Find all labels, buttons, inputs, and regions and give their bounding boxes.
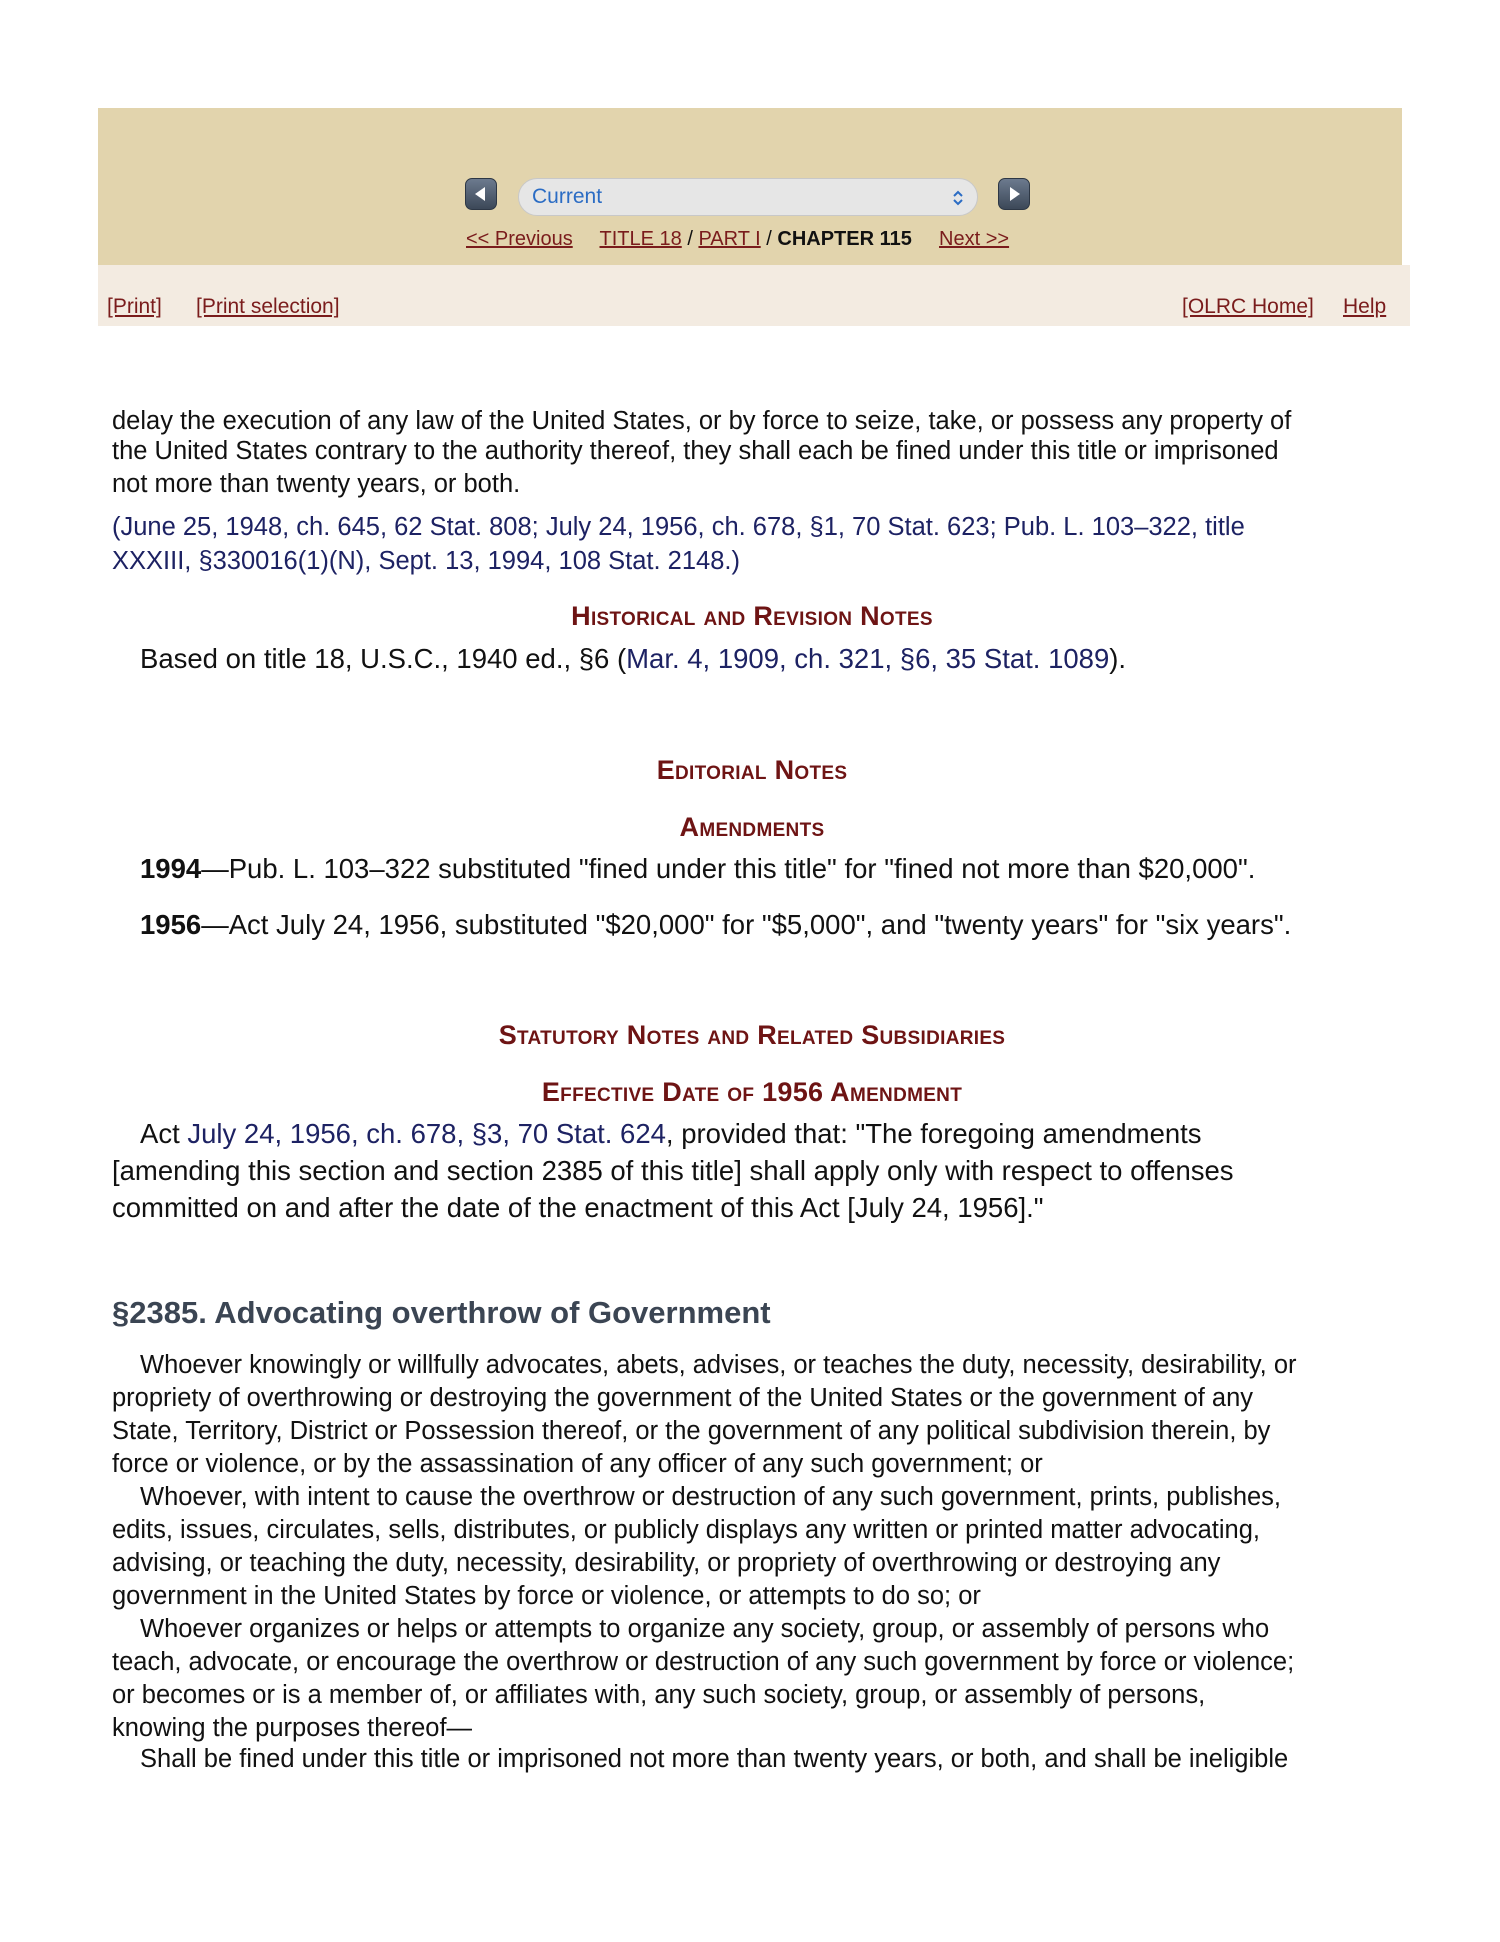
next-link[interactable]: Next >>: [939, 228, 1010, 250]
olrc-home-link[interactable]: [OLRC Home]: [1182, 295, 1314, 318]
historical-notes-heading: Historical and Revision Notes: [571, 601, 933, 631]
section-text-line: government in the United States by force or violence, or attempts to do so; or: [112, 1582, 981, 1610]
breadcrumb-chapter: CHAPTER 115: [777, 228, 912, 250]
amendment-text: —Act July 24, 1956, substituted "$20,000" for "$5,000", and "twenty years" for "six years".: [201, 909, 1292, 940]
breadcrumb-separator: /: [766, 228, 772, 250]
citation-link[interactable]: July 24, 1956, ch. 678, §1, 70 Stat. 623: [545, 513, 990, 541]
text: , provided that: "The foregoing amendments: [665, 1118, 1202, 1149]
section-text-line: or becomes or is a member of, or affiliates with, any such society, group, or assembly of persons,: [112, 1681, 1206, 1709]
version-select-value: Current: [532, 185, 603, 208]
breadcrumb-separator: /: [687, 228, 693, 250]
breadcrumb-part-link[interactable]: PART I: [698, 228, 761, 250]
paren: .): [724, 547, 740, 575]
text: Act: [140, 1118, 188, 1149]
select-chevron-icon: [951, 188, 965, 208]
effective-date-text-line: [amending this section and section 2385 of this title] shall apply only with respect to offenses: [112, 1155, 1234, 1186]
partial-text-line: delay the execution of any law of the United States, or by force to seize, take, or possess any property of: [112, 407, 1292, 435]
paren: (: [112, 513, 121, 541]
section-text-line: force or violence, or by the assassination of any officer of any such government; or: [112, 1450, 1043, 1478]
amendment-year: 1956: [140, 909, 202, 940]
text: Based on title 18, U.S.C., 1940 ed., §6 (: [140, 643, 627, 674]
section-text-line: knowing the purposes thereof—: [112, 1714, 473, 1742]
section-text-line: Whoever organizes or helps or attempts to organize any society, group, or assembly of persons who: [140, 1615, 1270, 1643]
statutory-notes-heading: Statutory Notes and Related Subsidiaries: [498, 1020, 1006, 1050]
paragraph-line: not more than twenty years, or both.: [112, 470, 521, 498]
breadcrumb: [466, 228, 1009, 251]
citation-link[interactable]: June 25, 1948, ch. 645, 62 Stat. 808: [120, 513, 532, 541]
document-content[interactable]: [112, 405, 1392, 1773]
separator: ;: [531, 513, 546, 541]
version-navigator: [465, 178, 1033, 216]
next-version-button[interactable]: [998, 178, 1030, 210]
effective-date-text: [112, 1116, 1392, 1152]
source-credit-cont: [112, 545, 1392, 578]
separator: ;: [989, 513, 1004, 541]
amendment-year: 1994: [140, 853, 202, 884]
section-text-line: Whoever, with intent to cause the overthrow or destruction of any such government, prints, publishes,: [140, 1483, 1282, 1511]
section-text-line: teach, advocate, or encourage the overthrow or destruction of any such government by force or violence;: [112, 1648, 1295, 1676]
section-text-line: Whoever knowingly or willfully advocates, abets, advises, or teaches the duty, necessity, desirability, or: [140, 1351, 1297, 1379]
section-title: §2385. Advocating overthrow of Government: [112, 1295, 771, 1330]
section-text-line: edits, issues, circulates, sells, distributes, or publicly displays any written or printed matter advocating,: [112, 1516, 1260, 1544]
amendment-entry: [112, 907, 1392, 943]
help-link[interactable]: Help: [1343, 295, 1387, 318]
citation-link[interactable]: July 24, 1956, ch. 678, §3, 70 Stat. 624: [187, 1118, 666, 1149]
section-text-line: advising, or teaching the duty, necessity, desirability, or propriety of overthrowing or destroying any: [112, 1549, 1221, 1577]
partial-text-line: Shall be fined under this title or imprisoned not more than twenty years, or both, and shall be ineligible: [140, 1745, 1289, 1773]
toolbar: [98, 265, 1410, 326]
effective-date-heading: Effective Date of 1956 Amendment: [541, 1077, 963, 1107]
previous-version-button[interactable]: [465, 178, 497, 210]
section-text-line: State, Territory, District or Possession thereof, or the government of any political subdivision therein, by: [112, 1417, 1271, 1445]
amendment-entry: [112, 851, 1392, 887]
editorial-notes-heading: Editorial Notes: [656, 755, 848, 785]
paragraph-line: the United States contrary to the authority thereof, they shall each be fined under this title or imprisoned: [112, 437, 1279, 465]
citation-link[interactable]: Pub. L. 103–322, title: [1003, 513, 1245, 541]
historical-notes-text: [112, 641, 1392, 677]
triangle-left-icon: [466, 179, 496, 209]
source-credit: [112, 511, 1392, 544]
citation-link[interactable]: XXXIII, §330016(1)(N), Sept. 13, 1994, 108 Stat. 2148: [112, 547, 725, 575]
amendment-text: —Pub. L. 103–322 substituted "fined under this title" for "fined not more than $20,000".: [201, 853, 1256, 884]
citation-link[interactable]: Mar. 4, 1909, ch. 321, §6, 35 Stat. 1089: [626, 643, 1110, 674]
print-link[interactable]: [Print]: [107, 295, 162, 318]
previous-link[interactable]: << Previous: [466, 228, 573, 250]
breadcrumb-title-link[interactable]: TITLE 18: [599, 228, 682, 250]
version-select[interactable]: [518, 178, 978, 216]
effective-date-text-line: committed on and after the date of the enactment of this Act [July 24, 1956].": [112, 1192, 1044, 1223]
amendments-heading: Amendments: [679, 812, 825, 842]
section-text-line: propriety of overthrowing or destroying the government of the United States or the government of any: [112, 1384, 1254, 1412]
text: ).: [1109, 643, 1127, 674]
triangle-right-icon: [999, 179, 1029, 209]
print-selection-link[interactable]: [Print selection]: [196, 295, 340, 318]
